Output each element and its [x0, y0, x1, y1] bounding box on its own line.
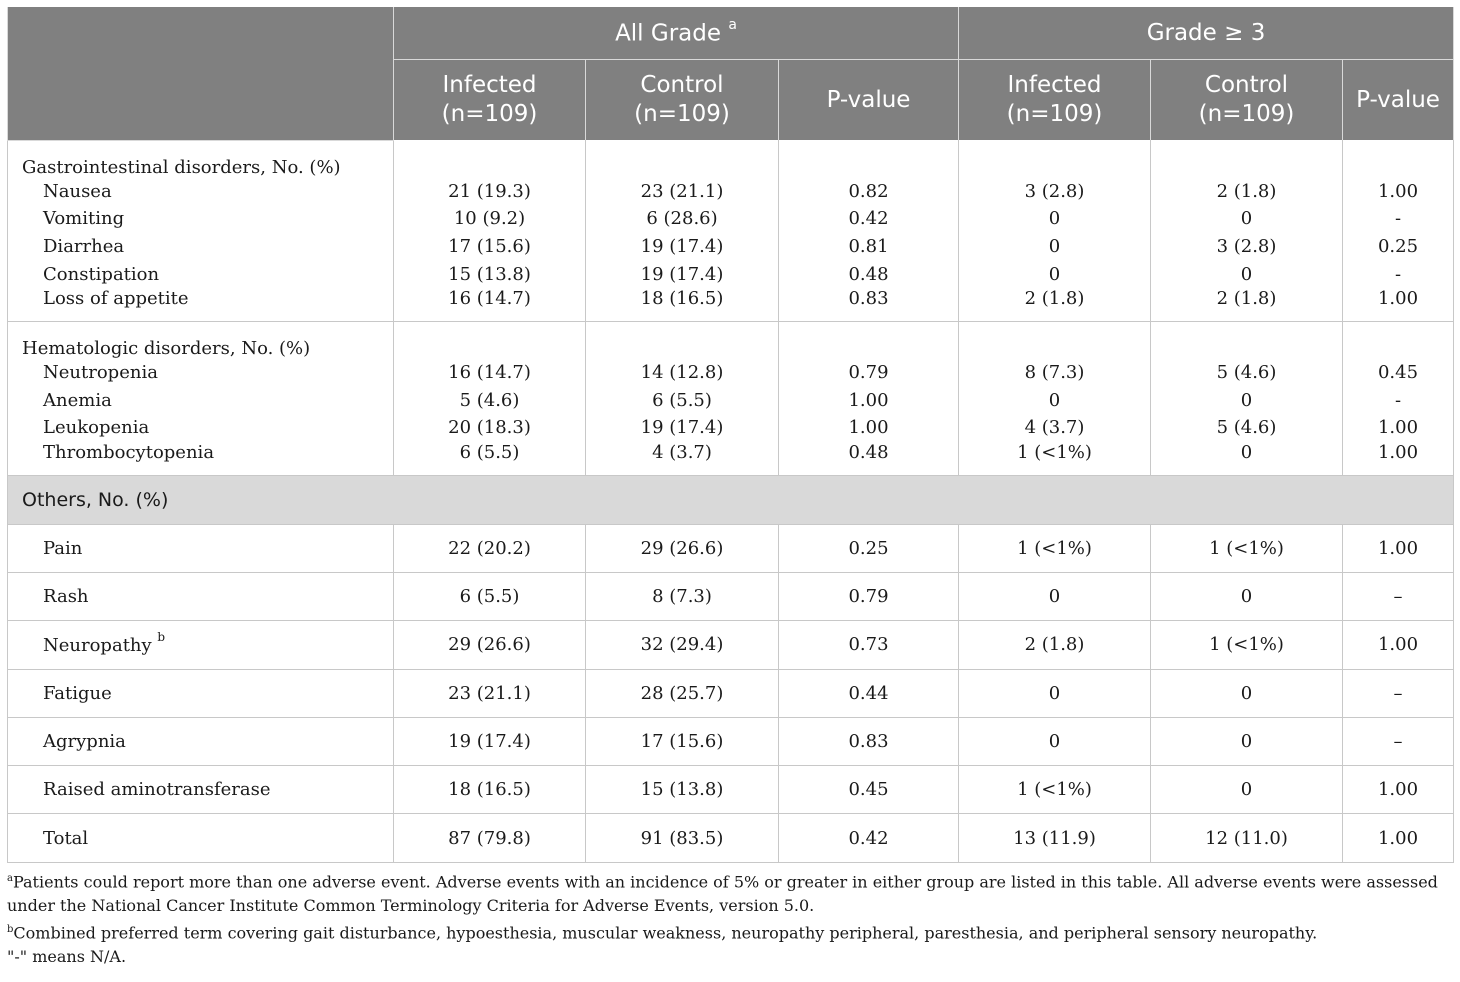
table-cell: 0.44	[779, 669, 959, 717]
table-cell: 18 (16.5)	[394, 766, 586, 814]
table-cell: 0	[1151, 260, 1343, 288]
footnote-na: "-" means N/A.	[7, 947, 127, 967]
table-cell: 1.00	[1343, 288, 1454, 322]
footnote-a: $^a$Patients could report more than one adverse event. Adverse events with an incidence of 5% or greater in either group are listed in this table. All adverse events were assessed under the National Cancer Institute Common Terminology Criteria for Adverse Events, version 5.0.	[7, 872, 1438, 916]
group-title: Gastrointestinal disorders, No. (%)	[8, 140, 394, 178]
group-header-row	[8, 321, 1454, 359]
table-cell: 28 (25.7)	[586, 669, 779, 717]
table-cell: 1 (<1%)	[1151, 524, 1343, 572]
table-header	[8, 7, 1454, 140]
table-cell: 1.00	[1343, 442, 1454, 476]
row-label: Agrypnia	[8, 717, 394, 765]
table-cell: -	[1343, 260, 1454, 288]
table-cell: 2 (1.8)	[959, 621, 1151, 669]
row-label: Neuropathy $^b$	[8, 621, 394, 669]
row-label: Loss of appetite	[8, 288, 394, 322]
table-cell: 0	[1151, 386, 1343, 414]
table-cell: 19 (17.4)	[394, 717, 586, 765]
empty-cell	[586, 140, 779, 178]
table-row	[8, 572, 1454, 620]
table-cell: 20 (18.3)	[394, 414, 586, 442]
table-cell: 1.00	[1343, 178, 1454, 206]
group-title: Others, No. (%)	[8, 475, 1454, 524]
header-all-grade: All Grade $^a$	[394, 7, 959, 60]
table-cell: 13 (11.9)	[959, 814, 1151, 862]
table-cell: 91 (83.5)	[586, 814, 779, 862]
table-row	[8, 260, 1454, 288]
table-cell: 1.00	[1343, 766, 1454, 814]
empty-cell	[1151, 140, 1343, 178]
group-header-row	[8, 140, 1454, 178]
table-cell: 19 (17.4)	[586, 414, 779, 442]
table-cell: 1.00	[1343, 621, 1454, 669]
table-cell: 87 (79.8)	[394, 814, 586, 862]
table-cell: 12 (11.0)	[1151, 814, 1343, 862]
row-label: Vomiting	[8, 205, 394, 233]
table-cell: 16 (14.7)	[394, 359, 586, 387]
table-cell: 0.45	[1343, 359, 1454, 387]
table-cell: 2 (1.8)	[959, 288, 1151, 322]
table-row	[8, 814, 1454, 862]
table-cell: 23 (21.1)	[586, 178, 779, 206]
table-cell: 5 (4.6)	[1151, 414, 1343, 442]
table-cell: 8 (7.3)	[959, 359, 1151, 387]
table-cell: 0	[959, 205, 1151, 233]
table-cell: 0.45	[779, 766, 959, 814]
row-label: Anemia	[8, 386, 394, 414]
table-cell: 4 (3.7)	[586, 442, 779, 476]
table-row	[8, 524, 1454, 572]
table-cell: –	[1343, 572, 1454, 620]
header-col-1: Infected (n=109)	[394, 60, 586, 141]
table-cell: 19 (17.4)	[586, 233, 779, 261]
row-label: Thrombocytopenia	[8, 442, 394, 476]
empty-cell	[394, 140, 586, 178]
table-cell: 2 (1.8)	[1151, 288, 1343, 322]
table-cell: 0	[1151, 717, 1343, 765]
table-cell: 0.82	[779, 178, 959, 206]
table-row	[8, 233, 1454, 261]
table-cell: 23 (21.1)	[394, 669, 586, 717]
empty-cell	[959, 140, 1151, 178]
table-row	[8, 442, 1454, 476]
table-cell: -	[1343, 386, 1454, 414]
table-cell: 0	[1151, 766, 1343, 814]
adverse-events-table-figure	[7, 7, 1453, 969]
header-col-5: Control (n=109)	[1151, 60, 1343, 141]
table-row	[8, 621, 1454, 669]
table-cell: 19 (17.4)	[586, 260, 779, 288]
row-label: Nausea	[8, 178, 394, 206]
table-cell: 0	[1151, 572, 1343, 620]
table-row	[8, 717, 1454, 765]
table-cell: 1.00	[779, 414, 959, 442]
table-cell: 32 (29.4)	[586, 621, 779, 669]
table-cell: 0.79	[779, 572, 959, 620]
header-col-4: Infected (n=109)	[959, 60, 1151, 141]
empty-cell	[586, 321, 779, 359]
table-cell: 6 (5.5)	[394, 572, 586, 620]
table-cell: 8 (7.3)	[586, 572, 779, 620]
table-row	[8, 414, 1454, 442]
row-label: Diarrhea	[8, 233, 394, 261]
table-cell: 0.83	[779, 288, 959, 322]
table-cell: 0	[959, 669, 1151, 717]
table-cell: 10 (9.2)	[394, 205, 586, 233]
table-cell: 1.00	[1343, 524, 1454, 572]
table-cell: 6 (28.6)	[586, 205, 779, 233]
table-cell: 6 (5.5)	[586, 386, 779, 414]
table-row	[8, 359, 1454, 387]
empty-cell	[779, 321, 959, 359]
table-cell: 0	[959, 233, 1151, 261]
table-cell: 29 (26.6)	[586, 524, 779, 572]
table-cell: 2 (1.8)	[1151, 178, 1343, 206]
empty-cell	[1343, 140, 1454, 178]
empty-cell	[394, 321, 586, 359]
table-cell: 1 (<1%)	[959, 524, 1151, 572]
row-label: Neutropenia	[8, 359, 394, 387]
table-body	[8, 140, 1454, 862]
empty-cell	[1343, 321, 1454, 359]
table-cell: 5 (4.6)	[394, 386, 586, 414]
table-row	[8, 766, 1454, 814]
table-cell: 0	[959, 260, 1151, 288]
table-cell: 0.25	[779, 524, 959, 572]
row-label: Pain	[8, 524, 394, 572]
group-band-others	[8, 475, 1454, 524]
table-cell: 14 (12.8)	[586, 359, 779, 387]
table-cell: 0	[959, 386, 1151, 414]
table-cell: 0.48	[779, 260, 959, 288]
row-label: Fatigue	[8, 669, 394, 717]
table-row	[8, 178, 1454, 206]
table-cell: 6 (5.5)	[394, 442, 586, 476]
group-title: Hematologic disorders, No. (%)	[8, 321, 394, 359]
table-cell: 0.81	[779, 233, 959, 261]
table-cell: 29 (26.6)	[394, 621, 586, 669]
table-cell: 21 (19.3)	[394, 178, 586, 206]
empty-cell	[959, 321, 1151, 359]
table-cell: 0.73	[779, 621, 959, 669]
table-row	[8, 386, 1454, 414]
table-row	[8, 288, 1454, 322]
empty-cell	[1151, 321, 1343, 359]
table-cell: 1 (<1%)	[1151, 621, 1343, 669]
header-empty-cell	[8, 7, 394, 140]
table-cell: –	[1343, 669, 1454, 717]
table-cell: 4 (3.7)	[959, 414, 1151, 442]
table-cell: 15 (13.8)	[394, 260, 586, 288]
table-cell: 1.00	[779, 386, 959, 414]
header-col-3: P-value	[779, 60, 959, 141]
table-cell: 0	[959, 717, 1151, 765]
table-cell: 17 (15.6)	[586, 717, 779, 765]
adverse-events-table	[7, 7, 1454, 863]
table-cell: 0.42	[779, 814, 959, 862]
row-label: Leukopenia	[8, 414, 394, 442]
row-label: Constipation	[8, 260, 394, 288]
table-row	[8, 205, 1454, 233]
table-footnotes	[7, 867, 1453, 970]
header-col-2: Control (n=109)	[586, 60, 779, 141]
header-col-6: P-value	[1343, 60, 1454, 141]
table-cell: -	[1343, 205, 1454, 233]
empty-cell	[779, 140, 959, 178]
footnote-b: $^b$Combined preferred term covering gait disturbance, hypoesthesia, muscular weakness, neuropathy peripheral, paresthesia, and peripheral sensory neuropathy.	[7, 923, 1318, 943]
header-grade-3: Grade ≥ 3	[959, 7, 1454, 60]
table-cell: 1 (<1%)	[959, 442, 1151, 476]
table-cell: 0	[1151, 669, 1343, 717]
table-cell: 0.83	[779, 717, 959, 765]
table-cell: 15 (13.8)	[586, 766, 779, 814]
table-cell: 5 (4.6)	[1151, 359, 1343, 387]
table-cell: 1 (<1%)	[959, 766, 1151, 814]
table-cell: –	[1343, 717, 1454, 765]
table-cell: 0.79	[779, 359, 959, 387]
table-cell: 0	[959, 572, 1151, 620]
table-cell: 0.42	[779, 205, 959, 233]
table-cell: 1.00	[1343, 414, 1454, 442]
table-cell: 3 (2.8)	[1151, 233, 1343, 261]
table-cell: 1.00	[1343, 814, 1454, 862]
table-cell: 16 (14.7)	[394, 288, 586, 322]
table-cell: 18 (16.5)	[586, 288, 779, 322]
table-cell: 3 (2.8)	[959, 178, 1151, 206]
row-label: Raised aminotransferase	[8, 766, 394, 814]
table-cell: 0.48	[779, 442, 959, 476]
table-cell: 17 (15.6)	[394, 233, 586, 261]
table-cell: 0	[1151, 205, 1343, 233]
table-cell: 22 (20.2)	[394, 524, 586, 572]
row-label: Rash	[8, 572, 394, 620]
row-label: Total	[8, 814, 394, 862]
table-cell: 0.25	[1343, 233, 1454, 261]
table-row	[8, 669, 1454, 717]
table-cell: 0	[1151, 442, 1343, 476]
